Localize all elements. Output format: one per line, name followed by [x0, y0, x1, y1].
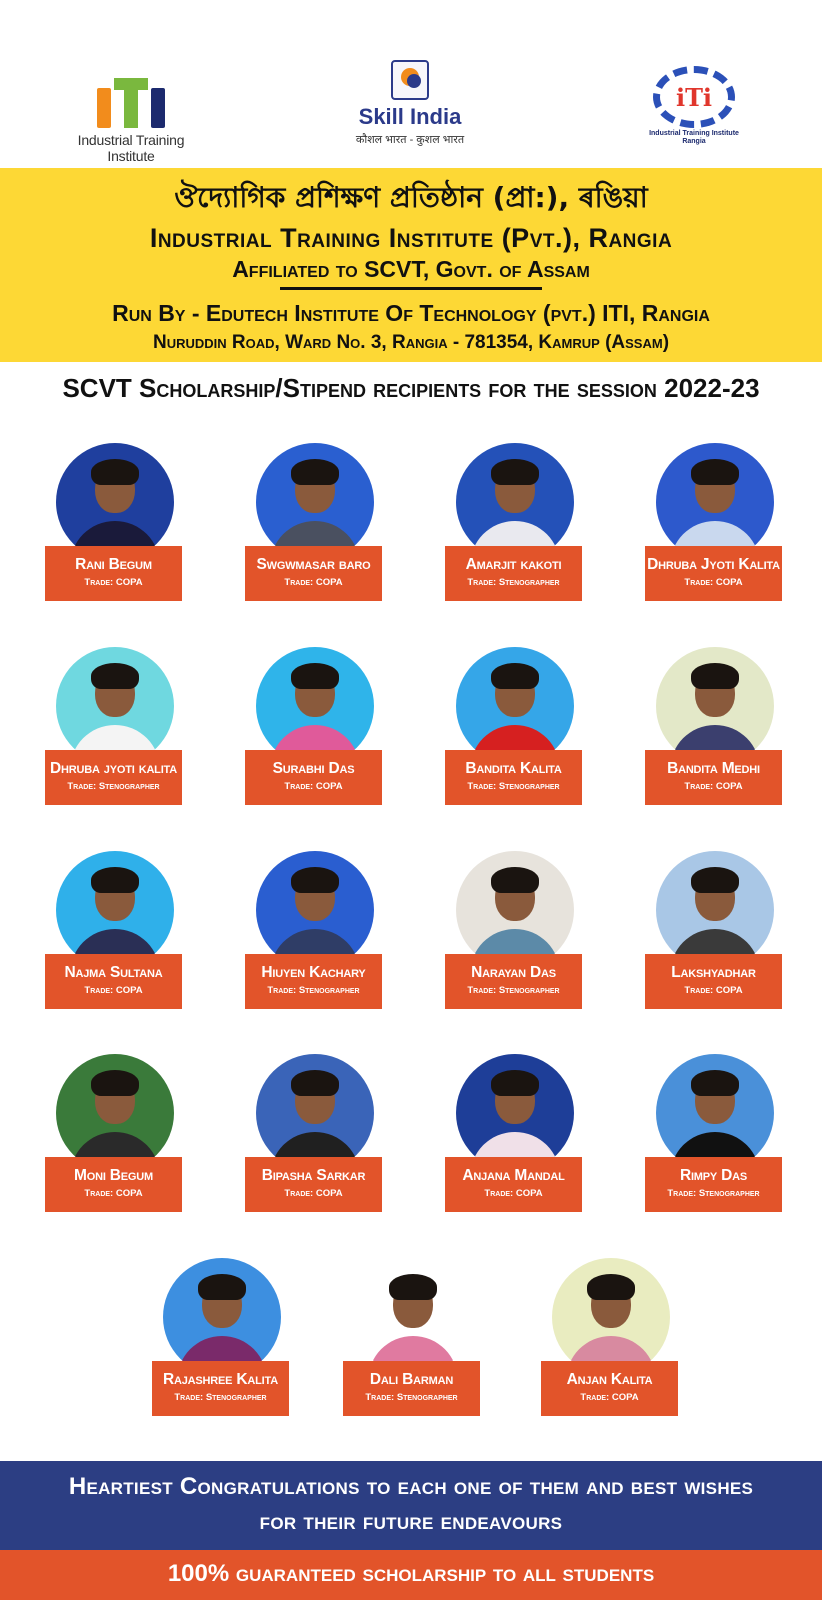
- student-card: [541, 1258, 681, 1418]
- student-photo: [256, 851, 374, 969]
- student-card: [245, 647, 385, 807]
- congratulations-banner: [0, 1461, 822, 1550]
- student-trade: Trade: Stenographer: [67, 781, 160, 792]
- student-label: [45, 750, 182, 805]
- student-trade: Trade: COPA: [84, 1188, 143, 1199]
- student-photo: [552, 1258, 670, 1376]
- student-name: Najma Sultana: [64, 964, 163, 981]
- student-card: [245, 1054, 385, 1214]
- student-card: [152, 1258, 292, 1418]
- gear-logo-caption: Industrial Training Institute Rangia: [649, 130, 739, 145]
- student-trade: Trade: COPA: [484, 1188, 543, 1199]
- affiliation-text: Affiliated to SCVT, Govt. of Assam: [232, 256, 590, 282]
- student-label: [245, 750, 382, 805]
- student-label: [45, 954, 182, 1009]
- student-name: Anjana Mandal: [462, 1167, 565, 1184]
- student-photo: [456, 443, 574, 561]
- student-trade: Trade: COPA: [684, 577, 743, 588]
- skill-india-logo: [345, 60, 475, 147]
- student-name: Rani Begum: [75, 556, 152, 573]
- student-name: Narayan Das: [471, 964, 556, 981]
- student-name: Anjan Kalita: [566, 1371, 653, 1388]
- student-trade: Trade: Stenographer: [467, 781, 560, 792]
- student-photo: [56, 443, 174, 561]
- logo-row: [0, 0, 822, 168]
- student-trade: Trade: Stenographer: [365, 1392, 458, 1403]
- student-label: [645, 546, 782, 601]
- iti-logo: [56, 66, 206, 164]
- student-photo: [656, 851, 774, 969]
- student-card: [445, 851, 585, 1011]
- header-divider: [280, 287, 542, 290]
- student-card: [445, 647, 585, 807]
- student-photo: [456, 647, 574, 765]
- student-photo: [256, 1054, 374, 1172]
- student-label: [445, 750, 582, 805]
- student-photo: [354, 1258, 472, 1376]
- institute-header-band: [0, 168, 822, 362]
- student-trade: Trade: COPA: [284, 1188, 343, 1199]
- student-label: [245, 954, 382, 1009]
- student-name: Dhruba jyoti kalita: [49, 760, 178, 777]
- student-photo: [56, 647, 174, 765]
- english-title: Industrial Training Institute (Pvt.), Rangia: [149, 223, 673, 253]
- student-trade: Trade: COPA: [84, 985, 143, 996]
- student-name: Dali Barman: [369, 1371, 454, 1388]
- student-label: [45, 1157, 182, 1212]
- student-card: [645, 1054, 785, 1214]
- congrats-line-2: for their future endeavours: [259, 1508, 563, 1535]
- student-photo: [656, 647, 774, 765]
- student-card: [45, 1054, 185, 1214]
- iti-logo-mark: [56, 66, 206, 128]
- student-label: [541, 1361, 678, 1416]
- skill-india-tagline: कौशल भारत - कुशल भारत: [355, 134, 465, 146]
- student-photo: [456, 851, 574, 969]
- student-trade: Trade: Stenographer: [174, 1392, 267, 1403]
- student-card: [645, 851, 785, 1011]
- address-text: Nuruddin Road, Ward No. 3, Rangia - 781354, Kamrup (Assam): [152, 332, 670, 353]
- student-trade: Trade: Stenographer: [467, 577, 560, 588]
- skill-india-emblem-icon: [391, 60, 429, 100]
- student-card: [45, 647, 185, 807]
- student-card: [445, 443, 585, 603]
- student-trade: Trade: Stenographer: [667, 1188, 760, 1199]
- student-photo: [56, 1054, 174, 1172]
- student-trade: Trade: COPA: [284, 781, 343, 792]
- run-by-text: Run By - Edutech Institute Of Technology (pvt.) ITI, Rangia: [112, 300, 710, 326]
- student-label: [245, 546, 382, 601]
- student-name: Rimpy Das: [679, 1167, 748, 1184]
- student-name: Moni Begum: [74, 1167, 153, 1184]
- student-card: [245, 851, 385, 1011]
- student-photo: [256, 443, 374, 561]
- student-trade: Trade: Stenographer: [467, 985, 560, 996]
- student-name: Hiuyen Kachary: [261, 964, 366, 981]
- student-photo: [656, 1054, 774, 1172]
- student-trade: Trade: COPA: [580, 1392, 639, 1403]
- student-name: Bandita Kalita: [465, 760, 562, 777]
- student-label: [343, 1361, 480, 1416]
- student-label: [152, 1361, 289, 1416]
- student-card: [45, 851, 185, 1011]
- student-label: [445, 954, 582, 1009]
- student-trade: Trade: COPA: [684, 985, 743, 996]
- session-title: SCVT Scholarship/Stipend recipients for the session 2022-23: [62, 373, 760, 403]
- student-card: [245, 443, 385, 603]
- student-label: [645, 1157, 782, 1212]
- student-label: [645, 750, 782, 805]
- student-card: [645, 647, 785, 807]
- skill-india-title: Skill India: [358, 104, 462, 129]
- student-name: Lakshyadhar: [671, 964, 756, 981]
- student-name: Surabhi Das: [272, 760, 355, 777]
- student-name: Swgwmasar baro: [256, 556, 371, 573]
- student-card: [645, 443, 785, 603]
- gear-icon: iTi: [653, 66, 735, 128]
- student-name: Dhruba Jyoti Kalita: [647, 556, 780, 573]
- student-card: [343, 1258, 483, 1418]
- iti-logo-caption: Industrial Training Institute: [77, 132, 185, 164]
- student-photo: [656, 443, 774, 561]
- congrats-line-1: Heartiest Congratulations to each one of them and best wishes: [68, 1473, 754, 1500]
- student-photo: [56, 851, 174, 969]
- student-label: [445, 546, 582, 601]
- scholarship-footer: 100% guaranteed scholarship to all students: [0, 1550, 822, 1600]
- student-photo: [163, 1258, 281, 1376]
- student-card: [45, 443, 185, 603]
- student-photo: [456, 1054, 574, 1172]
- student-card: [445, 1054, 585, 1214]
- student-name: Rajashree Kalita: [163, 1371, 278, 1388]
- student-trade: Trade: Stenographer: [267, 985, 360, 996]
- student-name: Bipasha Sarkar: [261, 1167, 366, 1184]
- student-name: Amarjit kakoti: [465, 556, 562, 573]
- student-photo: [256, 647, 374, 765]
- student-trade: Trade: COPA: [684, 781, 743, 792]
- student-label: [645, 954, 782, 1009]
- student-label: [45, 546, 182, 601]
- student-label: [445, 1157, 582, 1212]
- iti-rangia-gear-logo: [646, 66, 742, 145]
- student-name: Bandita Medhi: [667, 760, 760, 777]
- student-trade: Trade: COPA: [284, 577, 343, 588]
- bengali-title: ঔদ্যোগিক প্ৰশিক্ষণ প্ৰতিষ্ঠান (প্ৰা:), ৰঙিয়া: [174, 181, 648, 214]
- student-label: [245, 1157, 382, 1212]
- student-trade: Trade: COPA: [84, 577, 143, 588]
